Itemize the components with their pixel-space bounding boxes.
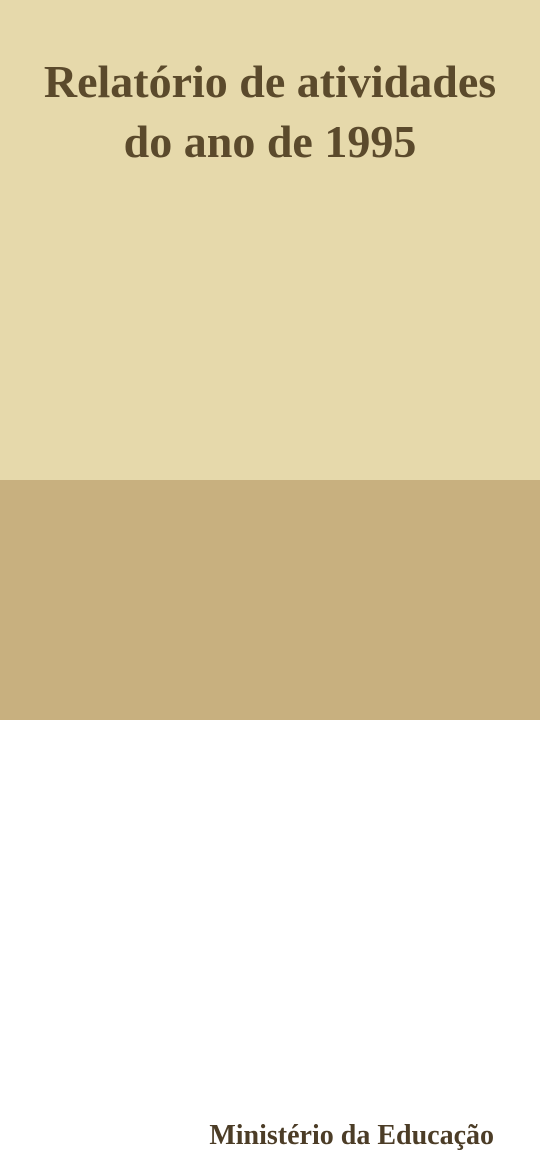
cover-title-panel [0,0,540,480]
cover-publisher-panel [0,480,540,1151]
publisher-name: Ministério da Educação [209,1120,494,1151]
cover-title: Relatório de atividades do ano de 1995 [43,56,497,167]
